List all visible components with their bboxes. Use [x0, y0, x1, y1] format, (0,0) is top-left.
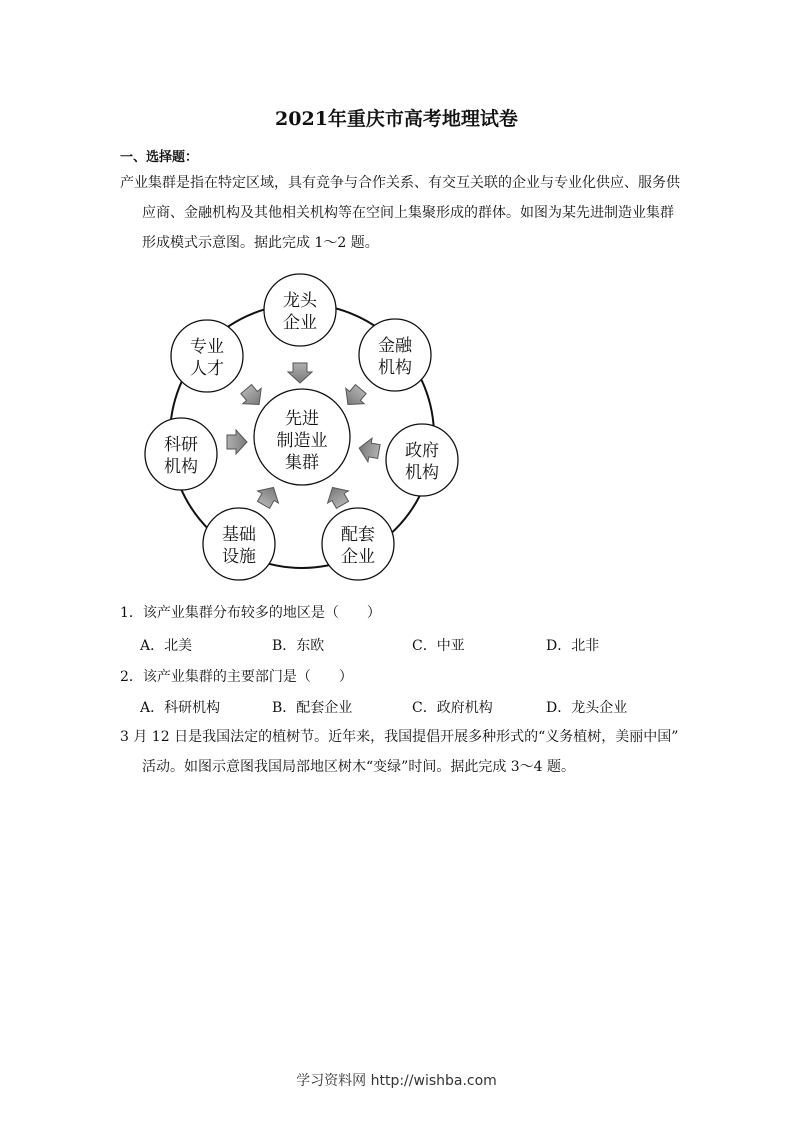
arrow-from-top: [288, 363, 312, 383]
intro2-paragraph: [120, 722, 680, 782]
option-c: C．中亚: [412, 638, 465, 654]
question-2-stem: 2．该产业集群的主要部门是（ ）: [120, 669, 353, 685]
arrow-from-lower-right: [322, 481, 353, 510]
node-infrastructure: [203, 508, 275, 580]
node-line-2: 机构: [405, 463, 439, 483]
intro-line-3: 形成模式示意图。据此完成 1～2 题。: [142, 235, 379, 251]
cluster-diagram-svg: [140, 272, 480, 592]
intro-line-2: 应商、金融机构及其他相关机构等在空间上集聚形成的群体。如图为某先进制造业集群: [142, 205, 674, 221]
intro2-line-2: 活动。如图示意图我国局部地区树木“变绿”时间。据此完成 3～4 题。: [142, 759, 576, 775]
page-footer: 学习资料网 http://wishba.com: [296, 1073, 497, 1089]
node-line-1: 基础: [222, 525, 256, 545]
node-line-1: 龙头: [283, 291, 317, 311]
node-professional-talent: [171, 320, 243, 392]
center-line-1: 先进: [285, 409, 319, 429]
arrow-from-upper-right: [339, 381, 370, 412]
node-line-2: 企业: [283, 313, 317, 333]
node-supporting-enterprise: [322, 508, 394, 580]
node-line-2: 机构: [164, 457, 198, 477]
node-government-institution: [386, 424, 458, 496]
option-a: A．北美: [140, 638, 193, 654]
section-heading: 一、选择题：: [120, 150, 199, 165]
exam-title: 2021年重庆市高考地理试卷: [275, 108, 518, 130]
arrow-from-left: [227, 430, 247, 454]
arrow-from-lower-left: [253, 481, 284, 510]
question-1-stem: 1．该产业集群分布较多的地区是（ ）: [120, 605, 381, 621]
node-line-1: 专业: [190, 337, 224, 357]
node-research-institution: [145, 418, 217, 490]
option-d: D．北非: [546, 638, 600, 654]
intro2-line-1: 3 月 12 日是我国法定的植树节。近年来，我国提倡开展多种形式的“义务植树，美丽中国”: [120, 729, 679, 745]
option-c: C．政府机构: [412, 700, 493, 716]
node-line-2: 人才: [190, 359, 224, 379]
node-line-2: 设施: [222, 547, 256, 567]
node-line-1: 金融: [378, 336, 412, 356]
center-line-2: 制造业: [276, 431, 328, 451]
intro-line-1: 产业集群是指在特定区域，具有竞争与合作关系、有交互关联的企业与专业化供应、服务供: [120, 175, 680, 191]
node-line-1: 配套: [341, 525, 375, 545]
option-d: D．龙头企业: [546, 700, 628, 716]
intro-paragraph: [120, 168, 680, 258]
node-line-1: 政府: [405, 441, 439, 461]
option-a: A．科研机构: [140, 700, 221, 716]
cluster-diagram: [140, 272, 480, 596]
arrow-from-right: [357, 436, 381, 463]
node-financial-institution: [359, 319, 431, 391]
option-b: B．配套企业: [272, 700, 353, 716]
node-line-2: 机构: [378, 358, 412, 378]
node-leading-enterprise: [264, 274, 336, 346]
center-line-3: 集群: [285, 453, 319, 473]
node-line-2: 企业: [341, 547, 375, 567]
option-b: B．东欧: [272, 638, 325, 654]
node-line-1: 科研: [164, 435, 198, 455]
